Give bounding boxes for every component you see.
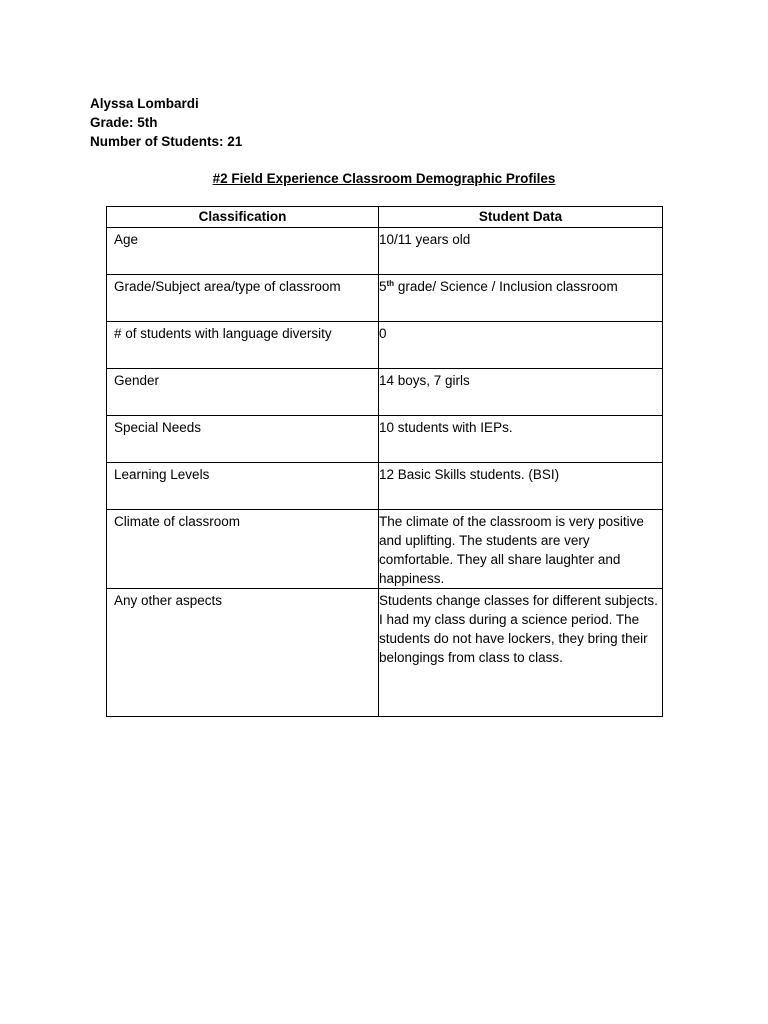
grade-details: grade/ Science / Inclusion classroom	[394, 279, 618, 294]
grade-line: Grade: 5th	[90, 115, 158, 130]
student-data-cell: 10/11 years old	[379, 228, 663, 275]
classification-cell: Age	[107, 228, 379, 275]
classification-cell: Special Needs	[107, 416, 379, 463]
table-row	[107, 589, 663, 717]
document-title: #2 Field Experience Classroom Demographic Profiles	[212, 171, 556, 186]
classification-cell: Grade/Subject area/type of classroom	[107, 275, 379, 322]
document-header	[90, 94, 242, 151]
table-header-row	[107, 207, 663, 228]
table-row	[107, 463, 663, 510]
classification-cell: Learning Levels	[107, 463, 379, 510]
student-data-cell: 14 boys, 7 girls	[379, 369, 663, 416]
student-data-cell	[379, 275, 663, 322]
table-row	[107, 510, 663, 589]
table-row	[107, 228, 663, 275]
student-data-cell: The climate of the classroom is very positive and uplifting. The students are very comfortable. They all share laughter and happiness.	[379, 510, 663, 589]
classification-cell: Climate of classroom	[107, 510, 379, 589]
classification-cell: Gender	[107, 369, 379, 416]
student-data-cell: 0	[379, 322, 663, 369]
table-row	[107, 416, 663, 463]
student-data-cell: Students change classes for different subjects. I had my class during a science period. The students do not have lockers, they bring their belongings from class to class.	[379, 589, 663, 717]
ordinal-suffix: th	[386, 279, 395, 288]
table-row	[107, 369, 663, 416]
table-row	[107, 275, 663, 322]
demographic-profile-table	[106, 206, 663, 717]
column-header-student-data: Student Data	[379, 207, 663, 228]
student-data-cell: 12 Basic Skills students. (BSI)	[379, 463, 663, 510]
table-row	[107, 322, 663, 369]
student-data-cell: 10 students with IEPs.	[379, 416, 663, 463]
author-name: Alyssa Lombardi	[90, 96, 199, 111]
classification-cell: # of students with language diversity	[107, 322, 379, 369]
student-count-line: Number of Students: 21	[90, 134, 243, 149]
column-header-classification: Classification	[107, 207, 379, 228]
classification-cell: Any other aspects	[107, 589, 379, 717]
grade-number: 5	[379, 279, 387, 294]
